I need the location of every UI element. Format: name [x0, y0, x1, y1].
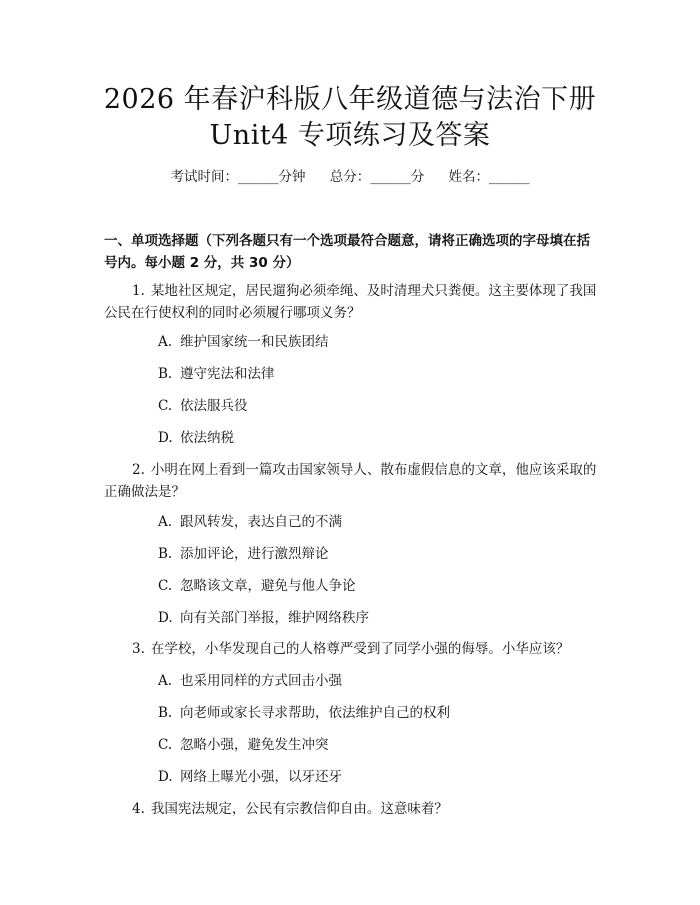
question-2-option-a — [158, 512, 598, 532]
question-2-option-c — [158, 576, 598, 596]
question-text: 小明在网上看到一篇攻击国家领导人、散布虚假信息的文章，他应该采取的正确做法是？ — [104, 462, 597, 500]
question-number: 3. — [132, 641, 145, 657]
option-text: 忽略该文章，避免与他人争论 — [180, 578, 356, 594]
question-4 — [104, 798, 600, 820]
question-1-option-a — [158, 332, 598, 352]
section-heading-single-choice: 一、单项选择题（下列各题只有一个选项最符合题意，请将正确选项的字母填在括号内。每小题 2 分，共 30 分） — [104, 233, 590, 271]
option-letter: A. — [158, 673, 173, 689]
option-text: 向有关部门举报，维护网络秩序 — [180, 610, 369, 626]
question-1-option-c — [158, 396, 598, 416]
question-1-option-b — [158, 364, 598, 384]
option-letter: D. — [158, 769, 173, 785]
option-letter: B. — [158, 705, 173, 721]
question-2 — [104, 459, 600, 503]
total-score-field: 总分：______分 — [329, 169, 425, 185]
option-letter: C. — [158, 578, 173, 594]
option-text: 向老师或家长寻求帮助，依法维护自己的权利 — [180, 705, 450, 721]
question-3-option-c — [158, 735, 598, 755]
option-letter: A. — [158, 334, 173, 350]
student-name-field: 姓名：______ — [448, 169, 530, 185]
exam-info-line — [0, 167, 700, 187]
option-letter: C. — [158, 737, 173, 753]
question-text: 某地社区规定，居民遛狗必须牵绳、及时清理犬只粪便。这主要体现了我国公民在行使权利的同时必须履行哪项义务？ — [104, 283, 597, 321]
document-title-line1: 2026 年春沪科版八年级道德与法治下册 — [103, 84, 597, 115]
question-1 — [104, 280, 600, 324]
option-text: 网络上曝光小强，以牙还牙 — [180, 769, 342, 785]
option-text: 跟风转发，表达自己的不满 — [180, 514, 342, 530]
question-3 — [104, 638, 600, 660]
option-text: 遵守宪法和法律 — [180, 366, 275, 382]
option-text: 维护国家统一和民族团结 — [180, 334, 329, 350]
option-text: 依法纳税 — [180, 430, 234, 446]
question-text: 我国宪法规定，公民有宗教信仰自由。这意味着？ — [150, 801, 448, 817]
question-1-option-d — [158, 428, 598, 448]
question-3-option-a — [158, 671, 598, 691]
option-letter: C. — [158, 398, 173, 414]
question-3-option-d — [158, 767, 598, 787]
question-2-option-d — [158, 608, 598, 628]
exam-time-field: 考试时间：______分钟 — [170, 169, 306, 185]
option-letter: D. — [158, 430, 173, 446]
option-letter: B. — [158, 546, 173, 562]
option-text: 依法服兵役 — [180, 398, 248, 414]
question-number: 1. — [132, 283, 145, 299]
option-text: 添加评论，进行激烈辩论 — [180, 546, 329, 562]
question-number: 2. — [132, 462, 145, 478]
option-letter: D. — [158, 610, 173, 626]
option-letter: B. — [158, 366, 173, 382]
document-title-line2: Unit4 专项练习及答案 — [209, 120, 491, 151]
option-letter: A. — [158, 514, 173, 530]
question-number: 4. — [132, 801, 145, 817]
question-2-option-b — [158, 544, 598, 564]
option-text: 也采用同样的方式回击小强 — [180, 673, 342, 689]
option-text: 忽略小强，避免发生冲突 — [180, 737, 329, 753]
question-3-option-b — [158, 703, 598, 723]
question-text: 在学校，小华发现自己的人格尊严受到了同学小强的侮辱。小华应该？ — [150, 641, 570, 657]
